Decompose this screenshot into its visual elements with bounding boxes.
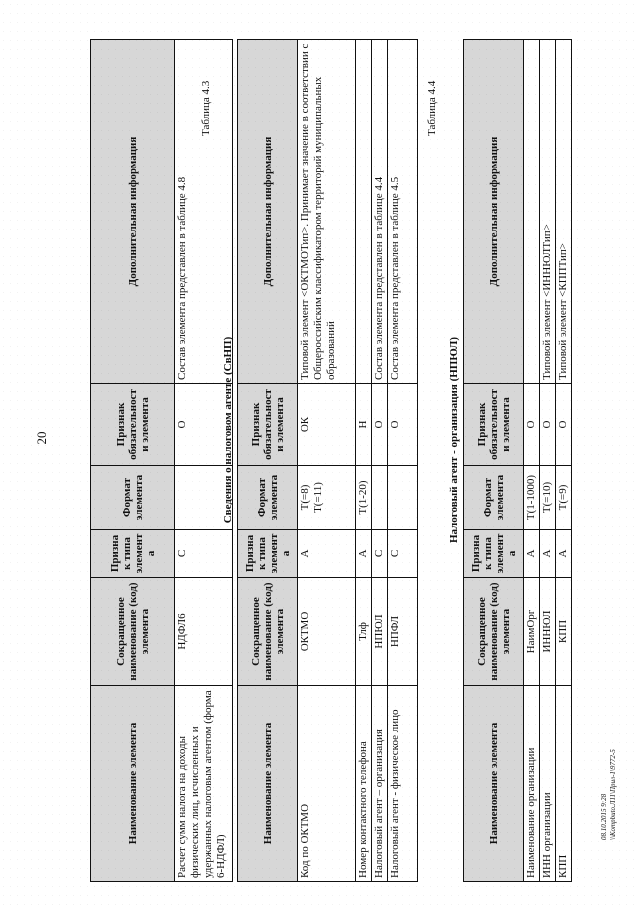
cell-additional-info: Типовой элемент <КППТип> xyxy=(556,40,572,384)
cell-type: С xyxy=(372,530,388,578)
cell-required: О xyxy=(524,384,540,466)
header-type: Признак типа элемента xyxy=(464,530,524,578)
table-4-4-label: Таблица 4.4 xyxy=(426,80,438,136)
header-type: Признак типа элемента xyxy=(91,530,175,578)
cell-element-name: Номер контактного телефона xyxy=(356,686,372,882)
table-4-4 xyxy=(463,39,572,882)
header-format: Формат элемента xyxy=(91,466,175,530)
table-row xyxy=(298,40,356,882)
cell-type: А xyxy=(556,530,572,578)
stamp-path: \\Kompbuto.Л11\Прил-1\9772-5 xyxy=(609,749,617,840)
header-format: Формат элемента xyxy=(464,466,524,530)
table-4-3-title: Сведения о налоговом агенте (СвНП) xyxy=(222,336,234,524)
header-row xyxy=(464,40,524,882)
cell-required: Н xyxy=(356,384,372,466)
cell-element-name: Код по ОКТМО xyxy=(298,686,356,882)
format-line: T(=8) xyxy=(299,484,311,511)
table-row xyxy=(388,40,418,882)
cell-element-name: ИНН организации xyxy=(540,686,556,882)
table-row xyxy=(556,40,572,882)
cell-additional-info: Состав элемента представлен в таблице 4.8 xyxy=(175,40,233,384)
cell-type: С xyxy=(388,530,418,578)
cell-format: T(1-20) xyxy=(356,466,372,530)
cell-required: О xyxy=(540,384,556,466)
cell-type: А xyxy=(524,530,540,578)
table-4-3 xyxy=(237,39,418,882)
table-row xyxy=(356,40,372,882)
header-short-code: Сокращенное наименование (код) элемента xyxy=(91,578,175,686)
cell-format: T(=9) xyxy=(556,466,572,530)
cell-element-name: Расчет сумм налога на доходы физических лиц, исчисленных и удержанных налоговым агентом (форма 6-НДФЛ) xyxy=(175,686,233,882)
header-required: Признак обязательности элемента xyxy=(238,384,298,466)
header-element-name: Наименование элемента xyxy=(91,686,175,882)
cell-element-name: Наименование организации xyxy=(524,686,540,882)
cell-additional-info: Состав элемента представлен в таблице 4.5 xyxy=(388,40,418,384)
table-4-3-label-box xyxy=(200,82,218,142)
table-4-4-title: Налоговый агент - организация (НПЮЛ) xyxy=(448,336,460,544)
cell-format xyxy=(372,466,388,530)
cell-short-code: ОКТМО xyxy=(298,578,356,686)
table-4-3-block xyxy=(237,39,418,882)
stamp-date: 08.10.2015 9:28 xyxy=(600,793,608,840)
header-element-name: Наименование элемента xyxy=(464,686,524,882)
cell-required: О xyxy=(388,384,418,466)
page-number: 20 xyxy=(34,431,49,445)
continuation-table xyxy=(90,39,233,882)
cell-short-code: НаимОрг xyxy=(524,578,540,686)
header-additional-info: Дополнительная информация xyxy=(464,40,524,384)
cell-additional-info: Состав элемента представлен в таблице 4.4 xyxy=(372,40,388,384)
cell-required: ОК xyxy=(298,384,356,466)
table-row xyxy=(524,40,540,882)
cell-element-name: Налоговый агент - физическое лицо xyxy=(388,686,418,882)
header-row xyxy=(91,40,175,882)
file-stamp xyxy=(600,749,618,840)
header-row xyxy=(238,40,298,882)
cell-type: А xyxy=(356,530,372,578)
table-row xyxy=(372,40,388,882)
header-format: Формат элемента xyxy=(238,466,298,530)
cell-type: А xyxy=(298,530,356,578)
table-row xyxy=(540,40,556,882)
header-required: Признак обязательности элемента xyxy=(91,384,175,466)
cell-additional-info xyxy=(524,40,540,384)
cell-format xyxy=(298,466,356,530)
header-short-code: Сокращенное наименование (код) элемента xyxy=(464,578,524,686)
cell-type: С xyxy=(175,530,233,578)
cell-required: О xyxy=(372,384,388,466)
header-short-code: Сокращенное наименование (код) элемента xyxy=(238,578,298,686)
cell-element-name: КПП xyxy=(556,686,572,882)
table-4-3-label: Таблица 4.3 xyxy=(200,80,212,136)
header-additional-info: Дополнительная информация xyxy=(238,40,298,384)
cell-element-name: Налоговый агент – организация xyxy=(372,686,388,882)
table-4-4-title-wrap xyxy=(448,220,460,660)
format-line: T(=11) xyxy=(312,482,324,513)
table-4-3-title-wrap xyxy=(222,210,234,650)
cell-short-code: ИННЮЛ xyxy=(540,578,556,686)
header-additional-info: Дополнительная информация xyxy=(91,40,175,384)
header-element-name: Наименование элемента xyxy=(238,686,298,882)
cell-short-code: КПП xyxy=(556,578,572,686)
cell-format: T(1-1000) xyxy=(524,466,540,530)
table-4-4-block xyxy=(463,39,572,882)
cell-format: T(=10) xyxy=(540,466,556,530)
cell-type: А xyxy=(540,530,556,578)
table-4-4-label-box xyxy=(426,82,444,142)
cell-short-code: НПФЛ xyxy=(388,578,418,686)
cell-additional-info: Типовой элемент <ОКТМОТип>. Принимает значение в соответствии с Общероссийским классификатором территорий муниципальных образований xyxy=(298,40,356,384)
cell-short-code: Тлф xyxy=(356,578,372,686)
cell-additional-info: Типовой элемент <ИННЮЛТип> xyxy=(540,40,556,384)
cell-short-code: НДФЛ6 xyxy=(175,578,233,686)
cell-additional-info xyxy=(356,40,372,384)
cell-required: О xyxy=(175,384,233,466)
header-type: Признак типа элемента xyxy=(238,530,298,578)
cell-required: О xyxy=(556,384,572,466)
cell-format xyxy=(388,466,418,530)
table-continuation-block xyxy=(90,39,233,882)
cell-short-code: НПЮЛ xyxy=(372,578,388,686)
header-required: Признак обязательности элемента xyxy=(464,384,524,466)
